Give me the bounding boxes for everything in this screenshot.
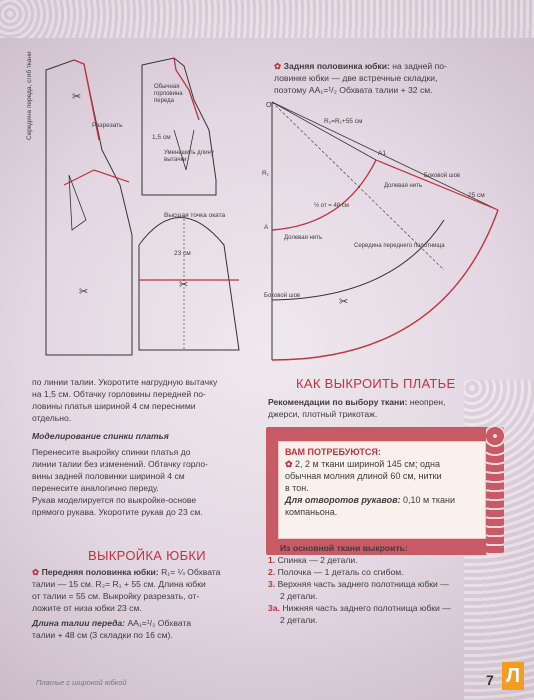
materials-list — [285, 446, 481, 518]
text-line: от талии = 55 см. Выкройку разрезать, от- — [32, 591, 200, 601]
publisher-logo-icon: Л — [502, 662, 524, 690]
label-side-left: Боковой шов — [264, 293, 301, 299]
text-line: Полочка — 1 деталь со сгибом. — [277, 567, 404, 577]
back-skirt-text-2: ловинке юбки — две встречные складки, — [274, 73, 438, 83]
label-sleeve-top: Высшая точка оката — [164, 212, 226, 219]
text-line: ложите от низа юбки 23 см. — [32, 603, 142, 613]
text-line: отдельно. — [32, 413, 72, 423]
subheading-back: Моделирование спинки платья — [32, 431, 169, 441]
label-skirt-a: A — [264, 224, 269, 231]
text-line: линии талии без изменений. Обтачку горло- — [32, 459, 209, 469]
item-number: 1. — [268, 555, 276, 565]
book-page — [24, 30, 512, 686]
cut-title: Из основной ткани выкроить: — [280, 543, 408, 553]
item-number: 3а. — [268, 603, 280, 613]
text-line: вины задней половинки шириной 4 см — [32, 471, 185, 481]
materials-box — [278, 441, 486, 539]
label-skirt-mid: Середина переднего полотнища — [354, 243, 445, 249]
back-skirt-text-1: на задней по- — [392, 61, 447, 71]
item-number: 3. — [268, 579, 276, 589]
skirt-front-note — [32, 566, 254, 641]
text-line: Перенесите выкройку спинки платья до — [32, 447, 191, 457]
panel-pattern — [486, 427, 504, 555]
label-skirt-o: O — [266, 102, 272, 109]
text-line: на 1,5 см. Обтачку горловины передней по- — [32, 389, 206, 399]
skirt-waist-curve — [272, 160, 376, 230]
skirt-heading: ВЫКРОЙКА ЮБКИ — [88, 548, 206, 563]
left-column — [32, 376, 254, 518]
label-skirt-48: ½ от = 48 см — [314, 203, 349, 209]
rec-title: Рекомендации по выбору ткани: — [268, 397, 408, 407]
label-dart-15: 1,5 см — [152, 134, 171, 141]
text-line: 2 детали. — [280, 615, 318, 625]
text-line: 2 детали. — [280, 591, 318, 601]
label-skirt-a1: A1 — [378, 150, 386, 157]
text-line: Спинка — 2 детали. — [277, 555, 358, 565]
text-line: R₁= ¼ Обхвата — [161, 567, 221, 577]
scissors-icon: ✂ — [339, 296, 349, 308]
text-line: неопрен, — [409, 397, 446, 407]
text-line: 2, 2 м ткани шириной 145 см; одна — [295, 459, 441, 469]
text-line: прямого рукава. Укоротите рукав до 23 см. — [32, 507, 203, 517]
front-skirt-title: Передняя половинка юбки: — [41, 567, 159, 577]
item-number: 2. — [268, 567, 276, 577]
label-front-fold: Середина переда, сгиб ткани — [26, 51, 33, 140]
label-grain: Долевая нить — [284, 235, 323, 241]
label-grain-2: Долевая нить — [384, 183, 423, 189]
text-line: ловины платья шириной 4 см пересними — [32, 401, 196, 411]
text-line: Рукав моделируется по выкройке-основе — [32, 495, 197, 505]
bullet-icon: ✿ — [274, 61, 284, 71]
recommendation — [268, 396, 508, 420]
sleeve-outline — [139, 218, 239, 351]
label-skirt-r1: R₁ — [262, 170, 269, 177]
text-line: по линии талии. Укоротите нагрудную вытачку — [32, 377, 218, 387]
label-skirt-r2: R₂=R₁+55 см — [324, 118, 363, 125]
back-bodice-outline — [142, 58, 216, 195]
page-number: 7 — [486, 672, 494, 688]
text-line: Нижняя часть заднего полотнища юбки — — [282, 603, 451, 613]
label-skirt-25: 25 см — [468, 192, 485, 199]
label-sleeve-23: 23 см — [174, 250, 191, 257]
label-slit: Разрезать — [92, 122, 123, 129]
materials-panel — [266, 427, 504, 555]
text-line: перенесите аналогично переду. — [32, 483, 159, 493]
front-bodice-outline — [46, 60, 132, 355]
text-line: обычная молния длиной 60 см, нитки — [285, 471, 442, 481]
text-line: в тон. — [285, 483, 309, 493]
bullet-icon: ✿ — [32, 567, 42, 577]
label-side-seam: Боковой шов — [424, 173, 461, 179]
back-skirt-note — [274, 60, 510, 96]
back-skirt-text-3: поэтому AA₁=¹/₂ Обхвата талии + 32 см. — [274, 85, 433, 95]
text-line: талии + 48 см (3 складки по 16 см). — [32, 630, 173, 640]
materials-title: ВАМ ПОТРЕБУЮТСЯ: — [285, 447, 381, 457]
front-waist-title: Длина талии переда: — [32, 618, 126, 628]
cut-list — [268, 542, 508, 626]
text-line: 0,10 м ткани — [403, 495, 455, 505]
how-to-cut-heading: КАК ВЫКРОИТЬ ПЛАТЬЕ — [296, 376, 456, 391]
text-line: джерси, плотный трикотаж. — [268, 409, 378, 419]
text-line: талии — 15 см. R₂= R₁ + 55 см. Длина юбки — [32, 579, 206, 589]
cuff-title: Для отворотов рукавов: — [285, 495, 401, 505]
back-skirt-title: Задняя половинка юбки: — [283, 61, 390, 71]
bullet-icon: ✿ — [285, 459, 296, 469]
scissors-icon: ✂ — [179, 279, 189, 291]
scissors-icon: ✂ — [72, 91, 82, 103]
label-collar: Обычная горловина переда — [154, 84, 183, 104]
text-line: Верхняя часть заднего полотнища юбки — — [277, 579, 449, 589]
skirt-radius-r1 — [272, 102, 376, 160]
scissors-icon: ✂ — [79, 286, 89, 298]
text-line: AA₁=¹/₂ Обхвата — [127, 618, 192, 628]
label-reduce-dart: Уменьшить длину вытачки — [164, 150, 214, 163]
footer-caption: Платье с широкой юбкой — [36, 678, 127, 687]
front-dart — [69, 175, 86, 230]
text-line: компаньона. — [285, 507, 338, 517]
